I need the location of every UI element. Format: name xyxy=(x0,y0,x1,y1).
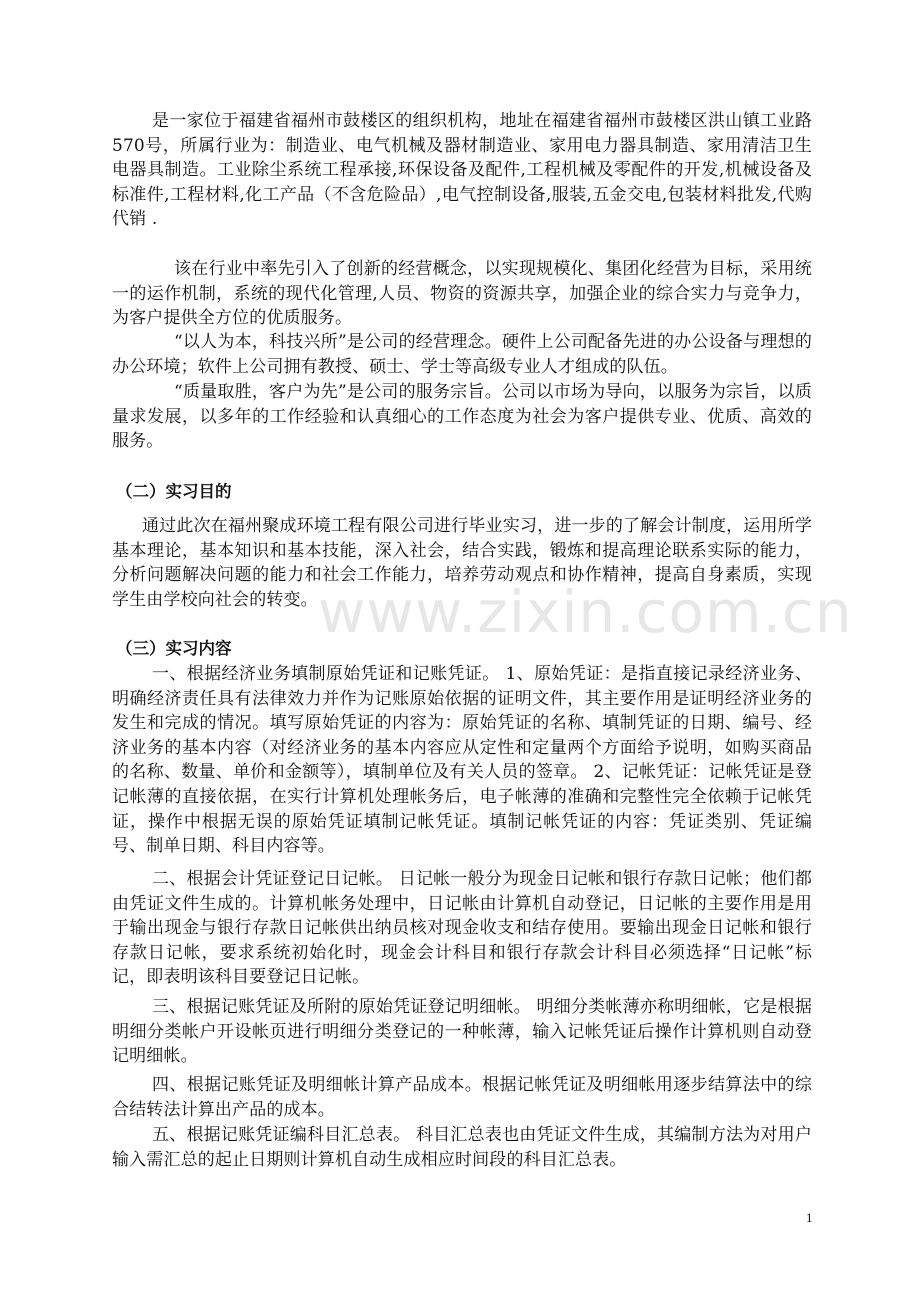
content-item-1: 一、根据经济业务填制原始凭证和记账凭证。 1、原始凭证：是指直接记录经济业务、明确经济责任具有法律效力并作为记账原始依据的证明文件，其主要作用是证明经济业务的发生和完成的情况。填写原始凭证的内容为：原始凭证的名称、填制凭证的日期、编号、经济业务的基本内容（对经济业务的基本内容应从定性和定量两个方面给予说明，如购买商品的名称、数量、单价和金额等），填制单位及有关人员的签章。 2、记帐凭证：记帐凭证是登记帐薄的直接依据，在实行计算机处理帐务后，电子帐薄的准确和完整性完全依赖于记帐凭证，操作中根据无误的原始凭证填制记帐凭证。填制记帐凭证的内容：凭证类别、凭证编号、制单日期、科目内容等。 xyxy=(112,664,812,857)
watermark: www.zixin.com.cn xyxy=(318,578,853,646)
internship-purpose-paragraph: 通过此次在福州聚成环境工程有限公司进行毕业实习，进一步的了解会计制度，运用所学基本理论，基本知识和基本技能，深入社会，结合实践，锻炼和提高理论联系实际的能力，分析问题解决问题的能力和社会工作能力，培养劳动观点和协作精神，提高自身素质，实现学生由学校向社会的转变。 xyxy=(112,516,812,610)
section-heading-purpose: （二）实习目的 xyxy=(116,482,232,501)
content-item-5: 五、根据记账凭证编科目汇总表。 科目汇总表也由凭证文件生成，其编制方法为对用户输入需汇总的起止日期则计算机自动生成相应时间段的科目汇总表。 xyxy=(112,1125,812,1170)
content-item-2: 二、根据会计凭证登记日记帐。 日记帐一般分为现金日记帐和银行存款日记帐；他们都由凭证文件生成的。计算机帐务处理中，日记帐由计算机自动登记，日记帐的主要作用是用于输出现金与银行存款日记帐供出纳员核对现金收支和结存使用。要输出现金日记帐和银行存款日记帐，要求系统初始化时，现金会计科目和银行存款会计科目必须选择“日记帐”标记，即表明该科目要登记日记帐。 xyxy=(112,869,812,988)
service-tenet-paragraph: “质量取胜，客户为先”是公司的服务宗旨。公司以市场为导向，以服务为宗旨，以质量求发展，以多年的工作经验和认真细心的工作态度为社会为客户提供专业、优质、高效的服务。 xyxy=(112,382,812,452)
company-intro-paragraph: 是一家位于福建省福州市鼓楼区的组织机构，地址在福建省福州市鼓楼区洪山镇工业路570号，所属行业为：制造业、电气机械及器材制造业、家用电力器具制造、家用清洁卫生电器具制造。工业除尘系统工程承接,环保设备及配件,工程机械及零配件的开发,机械设备及标准件,工程材料,化工产品（不含危险品）,电气控制设备,服装,五金交电,包装材料批发,代购代销 . xyxy=(112,111,812,230)
management-philosophy-paragraph: “以人为本，科技兴所”是公司的经营理念。硬件上公司配备先进的办公设备与理想的办公环境；软件上公司拥有教授、硕士、学士等高级专业人才组成的队伍。 xyxy=(112,332,812,377)
content-item-3: 三、根据记账凭证及所附的原始凭证登记明细帐。 明细分类帐薄亦称明细帐，它是根据明细分类帐户开设帐页进行明细分类登记的一种帐薄，输入记帐凭证后操作计算机则自动登记明细帐。 xyxy=(112,997,812,1067)
business-concept-paragraph: 该在行业中率先引入了创新的经营概念，以实现规模化、集团化经营为目标，采用统一的运作机制，系统的现代化管理,人员、物资的资源共享，加强企业的综合实力与竞争力，为客户提供全方位的优质服务。 xyxy=(112,259,812,329)
page-number: 1 xyxy=(806,1210,813,1225)
section-heading-content: （三）实习内容 xyxy=(116,639,232,658)
content-item-4: 四、根据记账凭证及明细帐计算产品成本。根据记帐凭证及明细帐用逐步结算法中的综合结转法计算出产品的成本。 xyxy=(112,1075,812,1120)
